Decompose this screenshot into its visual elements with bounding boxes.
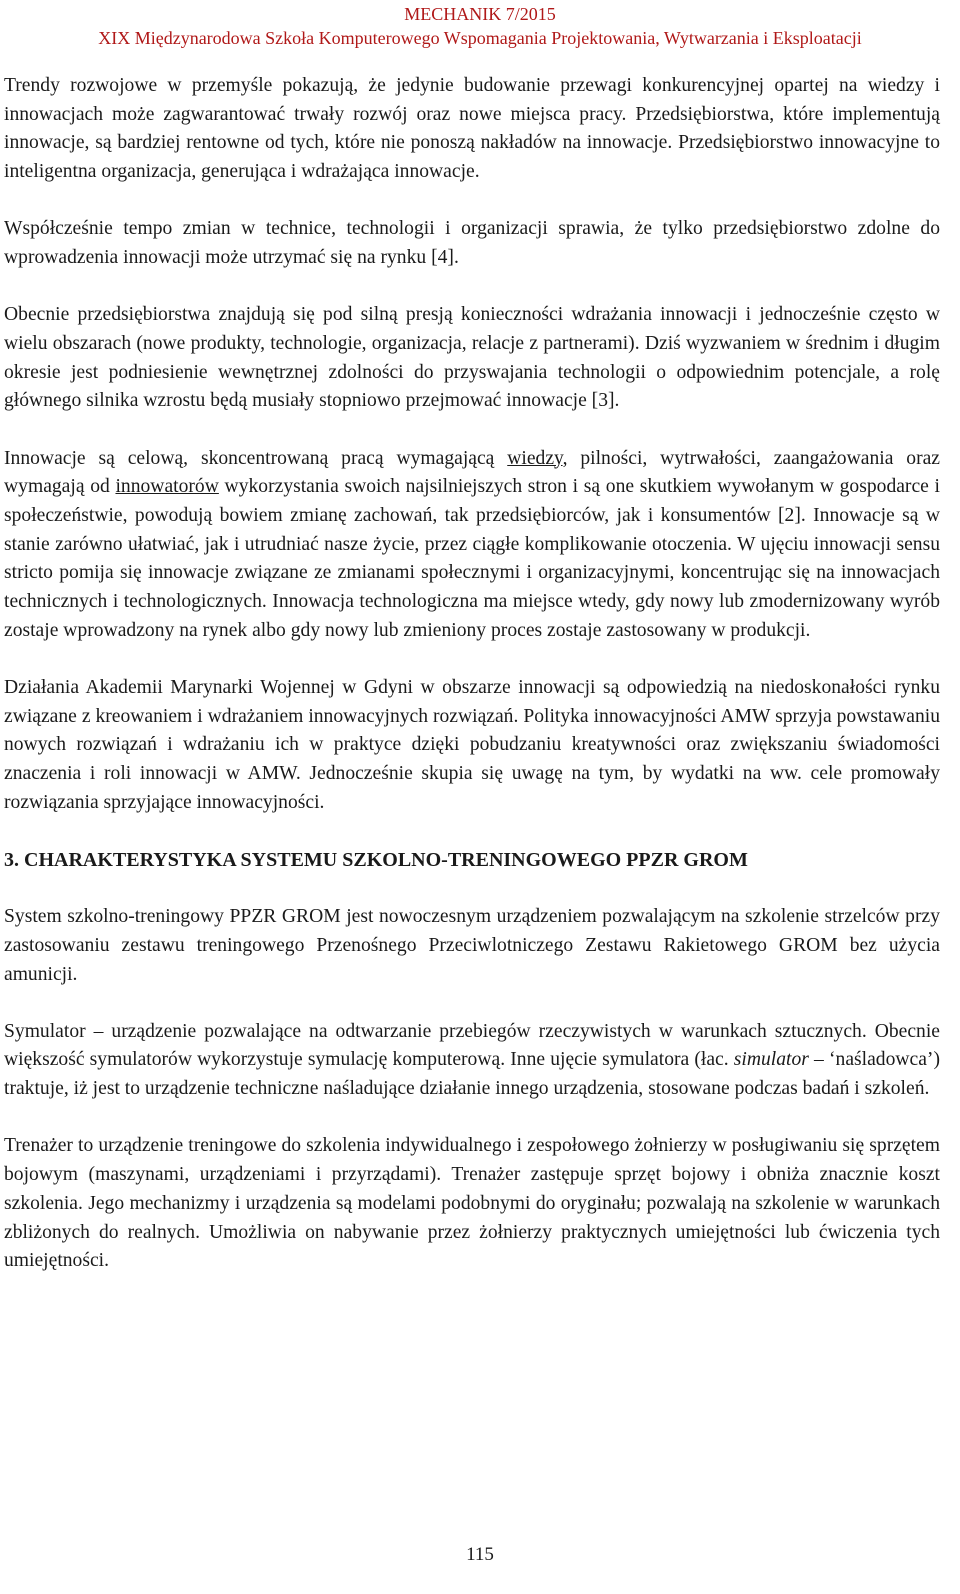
page-body [4, 72, 940, 1304]
italic-term: simulator [733, 1049, 809, 1071]
link-wiedzy[interactable]: wiedzy [507, 447, 563, 469]
text-run: , pilności, wytrwałości, zaangażowania oraz wymagają od [4, 447, 940, 498]
text-run: Symulator – urządzenie pozwalające na odtwarzanie przebiegów rzeczywistych w warunkach sztucznych. Obecnie większość symulatorów wykorzystuje symulację komputerową. Inne ujęcie symulatora (łac. [4, 1020, 940, 1071]
text-run: – ‘naśladowca’) traktuje, iż jest to urządzenie techniczne naśladujące działanie innego urządzenia, stosowane podczas badań i szkoleń. [4, 1049, 940, 1100]
conference-title: XIX Międzynarodowa Szkoła Komputerowego Wspomagania Projektowania, Wytwarzania i Eksploatacji [98, 28, 862, 48]
text-run: wykorzystania swoich najsilniejszych stron i są one skutkiem wywołanym w gospodarce i społeczeństwie, powodują bowiem zmianę zachowań, tak przedsiębiorców, jak i konsumentów [2]. Innowacje są w stanie zarówno ułatwiać, jak i utrudniać nasze życie, przez ciągłe komplikowanie otoczenia. W ujęciu innowacji sensu stricto pomija się innowacje związane ze zmianami społecznymi i organizacyjnymi, koncentrując się na innowacjach technicznych i technologicznych. Innowacja technologiczna ma miejsce wtedy, gdy nowy lub zmodernizowany wyrób zostaje wprowadzony na rynek albo gdy nowy lub zmieniony proces zostaje zastosowany w produkcji. [4, 476, 940, 641]
paragraph-simulator-definition [4, 1018, 940, 1104]
paragraph-innovation-trends: Trendy rozwojowe w przemyśle pokazują, że jedynie budowanie przewagi konkurencyjnej opartej na wiedzy i innowacjach może zagwarantować trwały rozwój oraz nowe miejsca pracy. Przedsiębiorstwa, które implementują innowacje, są bardziej rentowne od tych, które nie ponoszą nakładów na innowacje. Przedsiębiorstwo innowacyjne to inteligentna organizacja, generująca i wdrażająca innowacje. [4, 75, 940, 183]
link-innowatorow[interactable]: innowatorów [115, 476, 219, 498]
journal-title: MECHANIK 7/2015 [404, 4, 556, 24]
paragraph-pace-of-change: Współcześnie tempo zmian w technice, technologii i organizacji sprawia, że tylko przedsiębiorstwo zdolne do wprowadzenia innowacji może utrzymać się na rynku [4]. [4, 218, 940, 269]
paragraph-trainer-definition: Trenażer to urządzenie treningowe do szkolenia indywidualnego i zespołowego żołnierzy w posługiwaniu się sprzętem bojowym (maszynami, urządzeniami i przyrządami). Trenażer zastępuje sprzęt bojowy i obniża znacznie koszt szkolenia. Jego mechanizmy i urządzenia są modelami podobnymi do oryginału; pozwalają na szkolenie w warunkach zbliżonych do realnych. Umożliwia on nabywanie przez żołnierzy praktycznych umiejętności lub ćwiczenia tych umiejętności. [4, 1135, 940, 1272]
section-heading: 3. CHARAKTERYSTYKA SYSTEMU SZKOLNO-TRENINGOWEGO PPZR GROM [4, 848, 748, 871]
page-header [0, 0, 960, 50]
paragraph-amw-innovation: Działania Akademii Marynarki Wojennej w Gdyni w obszarze innowacji są odpowiedzią na niedoskonałości rynku związane z kreowaniem i wdrażaniem innowacyjnych rozwiązań. Polityka innowacyjności AMW sprzyja powstawaniu nowych rozwiązań i wdrażaniu ich w praktyce dzięki pobudzaniu kreatywności oraz zwiększaniu świadomości znaczenia i roli innowacji w AMW. Jednocześnie skupia się uwagę na tym, by wydatki na ww. cele promowały rozwiązania sprzyjające innowacyjności. [4, 676, 940, 813]
paragraph-system-description: System szkolno-treningowy PPZR GROM jest nowoczesnym urządzeniem pozwalającym na szkolenie strzelców przy zastosowaniu zestawu treningowego Przenośnego Przeciwlotniczego Zestawu Rakietowego GROM bez użycia amunicji. [4, 906, 940, 985]
paragraph-pressure-to-innovate: Obecnie przedsiębiorstwa znajdują się pod silną presją konieczności wdrażania innowacji i jednocześnie często w wielu obszarach (nowe produkty, technologie, organizacja, relacje z partnerami). Dziś wyzwaniem w średnim i długim okresie jest podniesienie wewnętrznej zdolności do przyswajania technologii o odpowiednim potencjale, a rolę głównego silnika wzrostu będą musiały stopniowo przejmować innowacje [3]. [4, 304, 940, 412]
text-run: Innowacje są celową, skoncentrowaną pracą wymagającą [4, 447, 508, 469]
page-number: 115 [466, 1544, 494, 1565]
paragraph-innovation-definition [4, 445, 940, 646]
